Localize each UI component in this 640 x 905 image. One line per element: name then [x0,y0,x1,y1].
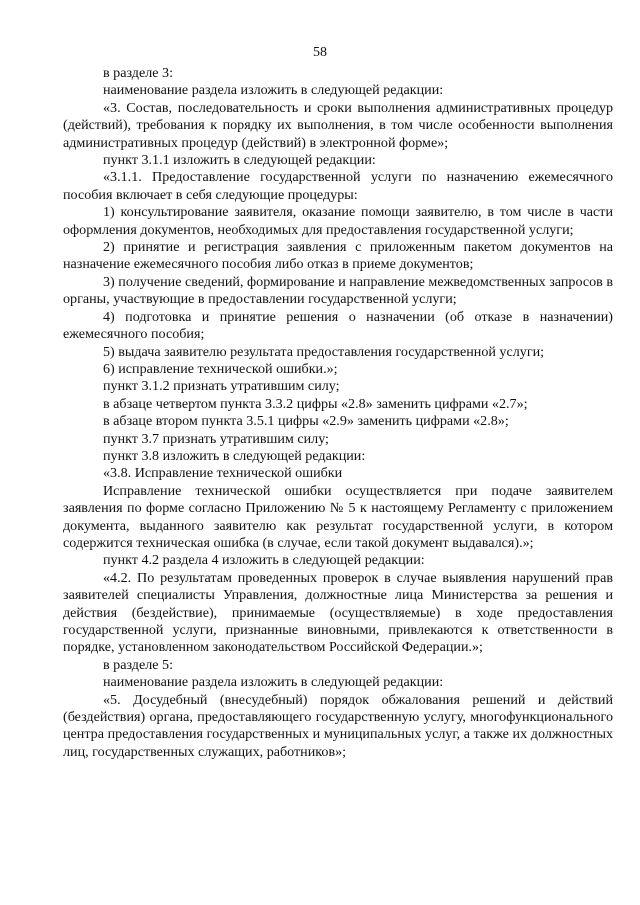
paragraph: пункт 3.1.2 признать утратившим силу; [103,378,340,395]
list-item: 4) подготовка и принятие решения о назначении (об отказе в назначении) ежемесячного пособия; [63,308,613,343]
paragraph: пункт 4.2 раздела 4 изложить в следующей редакции: [103,552,425,569]
page-number: 58 [313,45,327,60]
paragraph: в абзаце втором пункта 3.5.1 цифры «2.9» заменить цифрами «2.8»; [103,413,509,430]
paragraph: наименование раздела изложить в следующей редакции: [103,82,444,99]
paragraph: пункт 3.7 признать утратившим силу; [103,430,329,447]
list-item: 3) получение сведений, формирование и направление межведомственных запросов в органы, участвующие в предоставлении государственной услуги; [63,273,613,308]
paragraph: наименование раздела изложить в следующей редакции: [103,674,444,691]
list-item: 1) консультирование заявителя, оказание помощи заявителю, в том числе в части оформления документов, необходимых для предоставления государственной услуги; [63,204,613,238]
document-body [63,65,613,761]
paragraph: Исправление технической ошибки осуществляется при подаче заявителем заявления по форме согласно Приложению № 5 к настоящему Регламенту с приложением документа, выданного заявителю как результат государственной услуги, в котором содержится техническая ошибка (в случае, если такой документ выдавался).»; [63,482,613,551]
paragraph: в абзаце четвертом пункта 3.3.2 цифры «2.8» заменить цифрами «2.7»; [103,395,528,412]
paragraph: «4.2. По результатам проведенных проверок в случае выявления нарушений прав заявителей специалисты Управления, должностные лица Министерства за решения и действия (бездействие), принимаемые (осуществляемые) в ходе предоставления государственной услуги, признанные виновными, привлекаются к ответственности в порядке, установленном законодательством Российской Федерации.»; [63,569,613,656]
paragraph: «5. Досудебный (внесудебный) порядок обжалования решений и действий (бездействия) органа, предоставляющего государственную услугу, многофункционального центра предоставления государственных и муниципальных услуг, а также их должностных лиц, государственных служащих, работников»; [63,691,613,760]
paragraph: в разделе 3: [103,65,173,81]
paragraph: «3. Состав, последовательность и сроки выполнения административных процедур (действий), требования к порядку их выполнения, в том числе особенности выполнения административных процедур (действий) в электронной форме»; [63,99,613,151]
list-item: 2) принятие и регистрация заявления с приложенным пакетом документов на назначение ежемесячного пособия либо отказ в приеме документов; [63,239,613,273]
list-item: 6) исправление технической ошибки.»; [103,360,338,377]
paragraph: «3.1.1. Предоставление государственной услуги по назначению ежемесячного пособия включает в себя следующие процедуры: [63,169,613,203]
paragraph: пункт 3.8 изложить в следующей редакции: [103,447,366,464]
section-heading: «3.8. Исправление технической ошибки [103,465,343,482]
paragraph: в разделе 5: [103,656,173,673]
paragraph: пункт 3.1.1 изложить в следующей редакции: [103,152,376,169]
list-item: 5) выдача заявителю результата предоставления государственной услуги; [103,343,545,360]
